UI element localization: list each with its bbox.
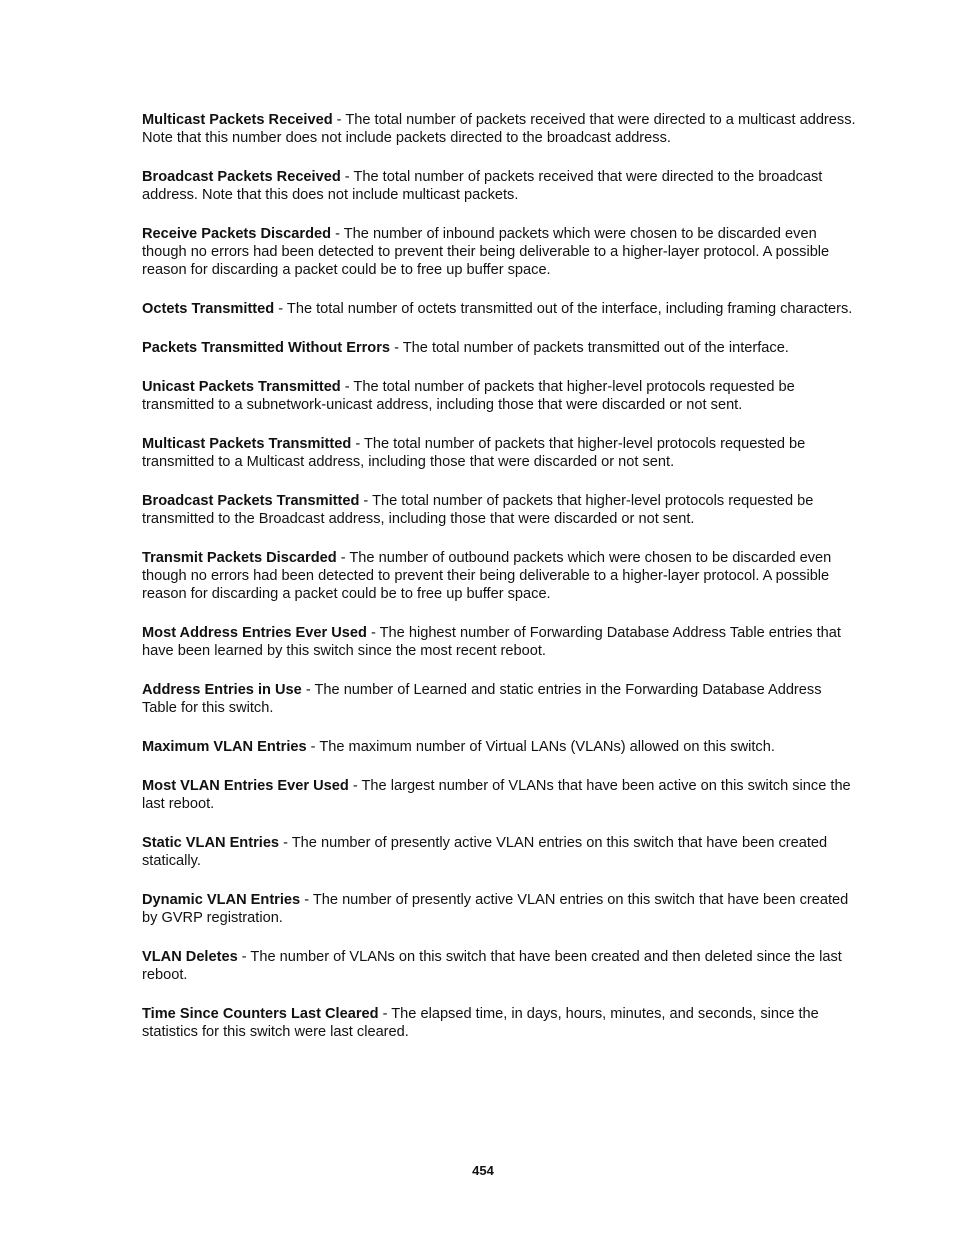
definition-entry (142, 777, 858, 813)
definition-entry (142, 624, 858, 660)
definition-description: - The number of presently active VLAN entries on this switch that have been created by GVRP registration. (142, 892, 849, 926)
definition-entry (142, 492, 858, 528)
definition-term: Static VLAN Entries (142, 835, 280, 851)
definition-term: Multicast Packets Received (142, 112, 333, 128)
definition-entry (142, 948, 858, 984)
definition-description: - The number of inbound packets which were chosen to be discarded even though no errors had been detected to prevent their being deliverable to a higher-layer protocol. A possible reason for discarding a packet could be to free up buffer space. (142, 226, 830, 278)
definition-description: - The number of presently active VLAN entries on this switch that have been created statically. (142, 835, 828, 869)
definition-term: Multicast Packets Transmitted (142, 436, 352, 452)
definition-list (142, 111, 858, 1062)
definition-entry (142, 834, 858, 870)
definition-term: Most VLAN Entries Ever Used (142, 778, 349, 794)
definition-term: Broadcast Packets Transmitted (142, 493, 360, 509)
definition-description: - The total number of octets transmitted out of the interface, including framing characters. (274, 301, 853, 317)
definition-description: - The total number of packets received that were directed to a multicast address. Note that this number does not include packets directed to the broadcast address. (142, 112, 856, 146)
definition-term: Dynamic VLAN Entries (142, 892, 301, 908)
definition-description: - The highest number of Forwarding Database Address Table entries that have been learned by this switch since the most recent reboot. (142, 625, 841, 659)
definition-description: - The elapsed time, in days, hours, minutes, and seconds, since the statistics for this switch were last cleared. (142, 1006, 819, 1040)
definition-entry (142, 378, 858, 414)
definition-term: Octets Transmitted (142, 301, 275, 317)
definition-term: Packets Transmitted Without Errors (142, 340, 391, 356)
definition-description: - The total number of packets transmitted out of the interface. (390, 340, 789, 356)
definition-description: - The total number of packets that higher-level protocols requested be transmitted to a subnetwork-unicast address, including those that were discarded or not sent. (142, 379, 795, 413)
definition-term: Address Entries in Use (142, 682, 302, 698)
definition-term: Receive Packets Discarded (142, 226, 332, 242)
definition-term: Most Address Entries Ever Used (142, 625, 367, 641)
definition-entry (142, 435, 858, 471)
definition-term: Unicast Packets Transmitted (142, 379, 341, 395)
definition-entry (142, 300, 858, 318)
definition-entry (142, 681, 858, 717)
definition-description: - The total number of packets that higher-level protocols requested be transmitted to the Broadcast address, including those that were discarded or not sent. (142, 493, 814, 527)
definition-entry (142, 225, 858, 279)
definition-description: - The largest number of VLANs that have been active on this switch since the last reboot. (142, 778, 851, 812)
definition-description: - The total number of packets received that were directed to the broadcast address. Note that this does not include multicast packets. (142, 169, 823, 203)
definition-description: - The number of Learned and static entries in the Forwarding Database Address Table for this switch. (142, 682, 822, 716)
definition-entry (142, 891, 858, 927)
definition-entry (142, 738, 858, 756)
definition-entry (142, 168, 858, 204)
page-number: 454 (472, 1163, 494, 1178)
definition-term: Maximum VLAN Entries (142, 739, 307, 755)
definition-entry (142, 339, 858, 357)
definition-description: - The total number of packets that higher-level protocols requested be transmitted to a Multicast address, including those that were discarded or not sent. (142, 436, 806, 470)
definition-entry (142, 1005, 858, 1041)
definition-entry (142, 111, 858, 147)
definition-description: - The number of outbound packets which were chosen to be discarded even though no errors had been detected to prevent their being deliverable to a higher-layer protocol. A possible reason for discarding a packet could be to free up buffer space. (142, 550, 832, 602)
definition-term: VLAN Deletes (142, 949, 238, 965)
definition-description: - The maximum number of Virtual LANs (VLANs) allowed on this switch. (306, 739, 775, 755)
definition-entry (142, 549, 858, 603)
definition-term: Transmit Packets Discarded (142, 550, 337, 566)
definition-description: - The number of VLANs on this switch that have been created and then deleted since the last reboot. (142, 949, 842, 983)
definition-term: Broadcast Packets Received (142, 169, 341, 185)
definition-term: Time Since Counters Last Cleared (142, 1006, 379, 1022)
